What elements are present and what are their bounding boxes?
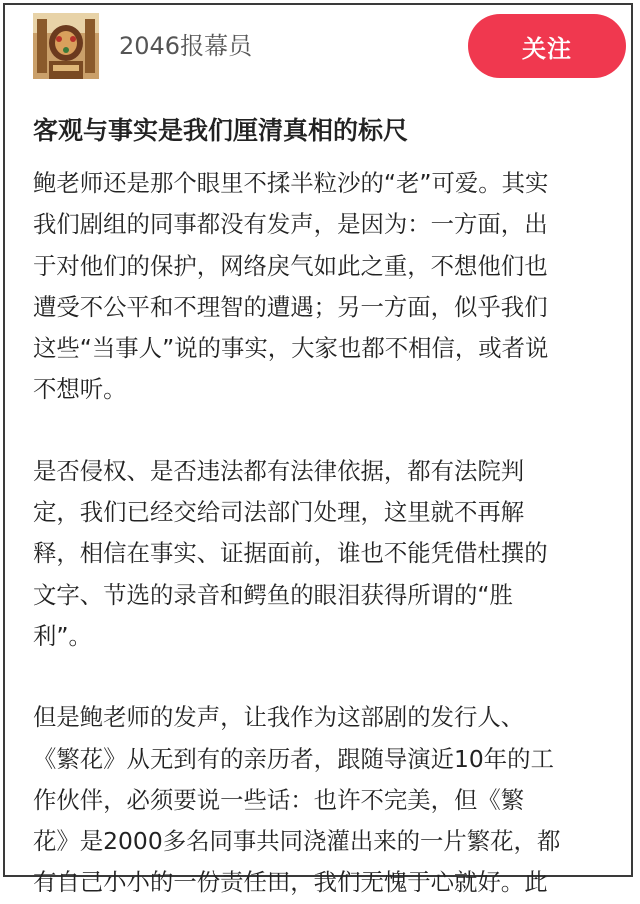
text-line: 释，相信在事实、证据面前，谁也不能凭借杜撰的 [33,539,548,568]
text-line: 我们剧组的同事都没有发声，是因为：一方面，出 [33,210,548,239]
text-line: 遭受不公平和不理智的遭遇；另一方面，似乎我们 [33,292,548,321]
text-line: 作伙伴，必须要说一些话：也许不完美，但《繁 [33,785,525,814]
text-line: 但是鲍老师的发声，让我作为这部剧的发行人、 [33,703,525,732]
text-line: 定，我们已经交给司法部门处理，这里就不再解 [33,498,525,527]
text-line: 有自己小小的一份责任田，我们无愧于心就好。此 [33,868,548,897]
text-line: 于对他们的保护，网络戾气如此之重，不想他们也 [33,251,548,280]
text-line: 是否侵权、是否违法都有法律依据，都有法院判 [33,456,525,485]
article-body [33,113,615,904]
username[interactable]: 2046报幕员 [119,32,253,60]
paragraph-1 [33,163,615,411]
text-line: 《繁花》从无到有的亲历者，跟随导演近10年的工 [33,744,554,773]
follow-button[interactable]: 关注 [468,14,626,78]
post-header [5,5,631,91]
article-title: 客观与事实是我们厘清真相的标尺 [33,116,409,145]
avatar-photo-icon [33,13,99,79]
text-line: 鲍老师还是那个眼里不揉半粒沙的“老”可爱。其实 [33,169,549,197]
avatar[interactable] [33,13,99,79]
text-line: 这些“当事人”说的事实，大家也都不相信，或者说 [33,334,549,363]
text-line: 花》是2000多名同事共同浇灌出来的一片繁花，都 [33,827,561,856]
text-line: 不想听。 [33,375,127,404]
screenshot-frame [3,3,633,897]
paragraph-3 [33,697,615,903]
text-line: 利”。 [33,621,92,650]
text-line: 文字、节选的录音和鳄鱼的眼泪获得所谓的“胜 [33,580,513,609]
paragraph-2 [33,451,615,657]
